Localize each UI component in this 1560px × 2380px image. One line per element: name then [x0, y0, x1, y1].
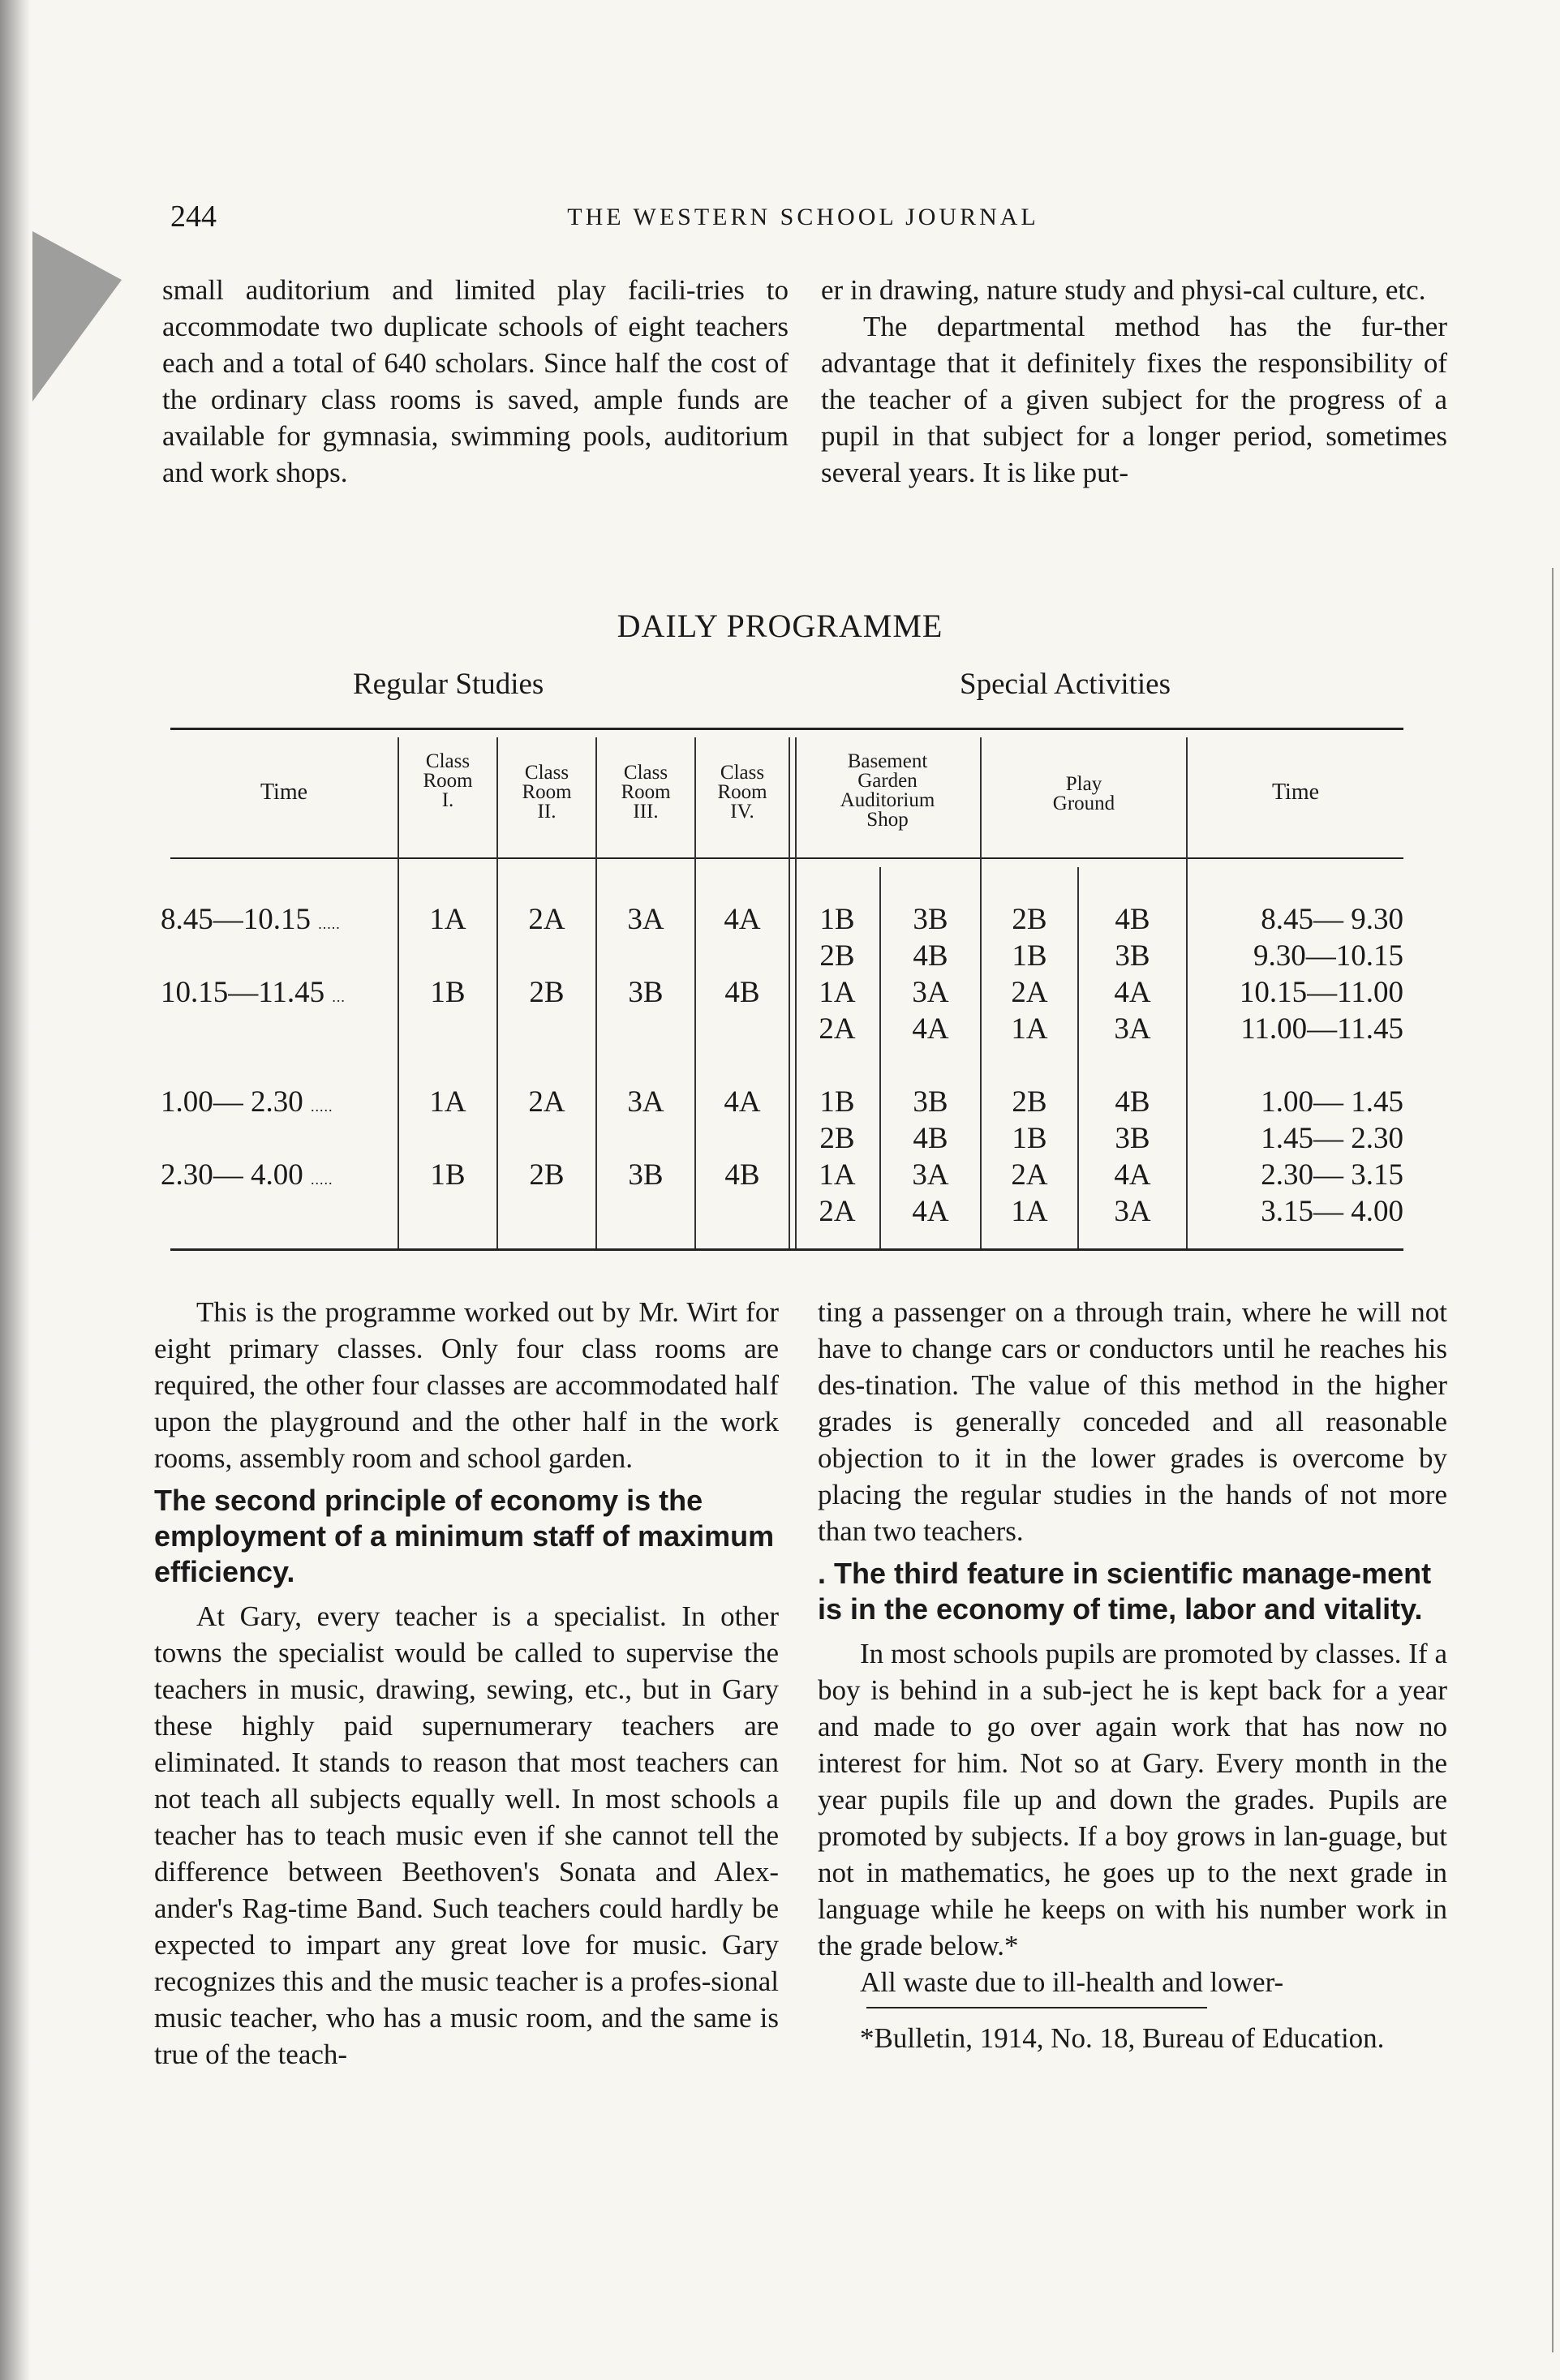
header-line: Class: [623, 762, 668, 784]
class-room-2-cell: 2A: [528, 1085, 565, 1119]
basement-cell: 4A: [912, 1195, 949, 1228]
daily-programme-table: [161, 728, 1403, 1255]
header-line: III.: [633, 801, 659, 823]
header-line: Room: [717, 781, 767, 803]
play-ground-cell: 1B: [1012, 939, 1047, 973]
leader-dots: .....: [318, 916, 341, 932]
paragraph: In most schools pupils are promoted by classes. If a boy is behind in a sub-ject he is kept back for a year and made to go over again work that has now no interest for him. Not so at Gary. Every month in the year pupils file up and down the grades. Pupils are promoted by subjects. If a boy grows in lan-guage, but not in mathematics, he goes up to the next grade in language while he keeps on with his number work in the grade below.*: [818, 1638, 1447, 1961]
header-line: II.: [537, 801, 557, 823]
basement-cell: 3B: [913, 1085, 948, 1119]
top-left-column: [162, 272, 789, 491]
play-ground-cell: 3B: [1115, 1122, 1150, 1155]
play-ground-cell: 4A: [1114, 1158, 1151, 1192]
regular-studies-label: Regular Studies: [353, 668, 544, 701]
header-line: Play: [1065, 773, 1102, 795]
class-room-3-cell: 3A: [627, 1085, 664, 1119]
paragraph: ting a passenger on a through train, where he will not have to change cars or conductors until he reaches his des-tination. The value of this method in the higher grades is generally conceded and all reasonable objection to it in the lower grades is overcome by placing the regular studies in the hands of not more than two teachers.: [818, 1296, 1447, 1547]
bottom-right-column: [818, 1294, 1447, 2056]
basement-cell: 3B: [913, 903, 948, 936]
basement-cell: 2A: [819, 1195, 856, 1228]
header-line: Class: [425, 750, 471, 772]
play-ground-cell: 1A: [1011, 1195, 1048, 1228]
basement-cell: 3A: [912, 1158, 949, 1192]
basement-cell: 2B: [819, 1122, 855, 1155]
class-room-3-cell: 3B: [628, 1158, 664, 1192]
play-ground-cell: 4B: [1115, 1085, 1150, 1119]
class-room-3-cell: 3B: [628, 976, 664, 1009]
basement-cell: 1B: [819, 903, 855, 936]
time-text: 10.15—11.45: [161, 976, 325, 1009]
time-cell: 8.45— 9.30: [1261, 903, 1403, 936]
leader-dots: .....: [311, 1171, 333, 1188]
time-cell: 1.45— 2.30: [1261, 1122, 1403, 1155]
paragraph: At Gary, every teacher is a specialist. In other towns the specialist would be called to supervise the teachers in music, drawing, sewing, etc., but in Gary these highly paid supernumerary teachers are eliminated. It stands to reason that most teachers can not teach all subjects equally well. In most schools a teacher has to teach music even if she cannot tell the difference between Beethoven's Sonata and Alex-ander's Rag-time Band. Such teachers could hardly be expected to impart any great love for music. Gary recognizes this and the music teacher is a profes-sional music teacher, who has a music room, and the same is true of the teach-: [154, 1600, 779, 2070]
header-line: Shop: [866, 809, 909, 831]
class-room-4-cell: 4A: [724, 1085, 761, 1119]
play-ground-cell: 4A: [1114, 976, 1151, 1009]
time-cell: 1.00— 1.45: [1261, 1085, 1403, 1119]
time-cell: [161, 1158, 333, 1197]
play-ground-cell: 2B: [1012, 903, 1047, 936]
play-ground-cell: 3B: [1115, 939, 1150, 973]
basement-cell: 1A: [819, 1158, 856, 1192]
play-ground-cell: 3A: [1114, 1195, 1151, 1228]
header-time-left: Time: [260, 780, 308, 805]
header-line: Room: [522, 781, 572, 803]
play-ground-cell: 2B: [1012, 1085, 1047, 1119]
time-cell: [161, 902, 341, 942]
paragraph: This is the programme worked out by Mr. Wirt for eight primary classes. Only four class rooms are required, the other four classes are accommodated half upon the playground and the other half in the work rooms, assembly room and school garden.: [154, 1296, 779, 1474]
time-cell: 3.15— 4.00: [1261, 1195, 1403, 1228]
page-corner-shadow: [32, 231, 122, 402]
top-right-column: [821, 272, 1447, 491]
basement-cell: 3A: [912, 976, 949, 1009]
class-room-2-cell: 2B: [529, 1158, 565, 1192]
basement-cell: 1A: [819, 976, 856, 1009]
header-line: IV.: [730, 801, 754, 823]
play-ground-cell: 1A: [1011, 1012, 1048, 1046]
bold-principle-heading: The second principle of economy is the employment of a minimum staff of maximum efficiency.: [154, 1484, 775, 1588]
header-line: Class: [524, 762, 569, 784]
basement-cell: 1B: [819, 1085, 855, 1119]
footnote: *Bulletin, 1914, No. 18, Bureau of Education.: [860, 2022, 1385, 2054]
play-ground-cell: 3A: [1114, 1012, 1151, 1046]
class-room-2-cell: 2A: [528, 903, 565, 936]
page-right-edge: [1552, 568, 1554, 2352]
paragraph: The departmental method has the fur-ther advantage that it definitely fixes the responsibility of the teacher of a given subject for the progress of a pupil in that subject for a longer period, sometimes several years. It is like put-: [821, 311, 1447, 488]
time-cell: [161, 975, 346, 1015]
table-rule-bottom: [170, 1248, 1403, 1251]
basement-cell: 4B: [913, 939, 948, 973]
footnote-rule: [866, 2007, 1207, 2008]
header-time-right: Time: [1271, 780, 1320, 805]
header-line: Room: [621, 781, 671, 803]
class-room-1-cell: 1A: [429, 903, 466, 936]
time-text: 1.00— 2.30: [161, 1085, 303, 1119]
header-class-room-2: [498, 763, 595, 822]
play-ground-cell: 2A: [1011, 976, 1048, 1009]
header-line: Ground: [1052, 793, 1115, 814]
basement-cell: 4B: [913, 1122, 948, 1155]
class-room-1-cell: 1B: [430, 1158, 466, 1192]
time-cell: [161, 1085, 333, 1124]
class-room-2-cell: 2B: [529, 976, 565, 1009]
play-ground-cell: 2A: [1011, 1158, 1048, 1192]
time-text: 2.30— 4.00: [161, 1158, 303, 1192]
play-ground-cell: 1B: [1012, 1122, 1047, 1155]
header-basement-garden-auditorium-shop: [795, 752, 980, 830]
play-ground-cell: 4B: [1115, 903, 1150, 936]
table-rule-top: [170, 728, 1403, 730]
leader-dots: ...: [332, 989, 346, 1005]
header-play-ground: [982, 775, 1186, 814]
class-room-3-cell: 3A: [627, 903, 664, 936]
paragraph: er in drawing, nature study and physi-cal culture, etc.: [821, 274, 1426, 306]
class-room-4-cell: 4B: [724, 976, 760, 1009]
table-rule-header: [170, 857, 1403, 859]
header-class-room-4: [696, 763, 789, 822]
basement-cell: 2A: [819, 1012, 856, 1046]
running-title: THE WESTERN SCHOOL JOURNAL: [567, 204, 1039, 230]
basement-cell: 2B: [819, 939, 855, 973]
header-line: Room: [423, 770, 473, 792]
time-cell: 11.00—11.45: [1240, 1012, 1403, 1046]
header-line: Class: [720, 762, 765, 784]
header-line: Auditorium: [840, 789, 935, 811]
programme-title: DAILY PROGRAMME: [617, 608, 943, 644]
header-line: Basement: [847, 750, 928, 772]
header-class-room-3: [597, 763, 694, 822]
class-room-4-cell: 4B: [724, 1158, 760, 1192]
class-room-1-cell: 1A: [429, 1085, 466, 1119]
page-header: [162, 199, 1444, 247]
leader-dots: .....: [311, 1098, 333, 1115]
special-activities-label: Special Activities: [960, 668, 1171, 701]
class-room-4-cell: 4A: [724, 903, 761, 936]
header-class-room-1: [399, 752, 496, 810]
page-number: 244: [170, 200, 217, 234]
class-room-1-cell: 1B: [430, 976, 466, 1009]
bold-principle-heading: . The third feature in scientific manage-ment is in the economy of time, labor and vitality.: [818, 1557, 1432, 1626]
header-line: I.: [441, 789, 454, 811]
time-cell: 10.15—11.00: [1239, 976, 1403, 1009]
paragraph: All waste due to ill-health and lower-: [860, 1966, 1284, 1998]
page-binding-edge: [0, 0, 31, 2380]
bottom-left-column: [154, 1294, 779, 2073]
time-cell: 9.30—10.15: [1253, 939, 1403, 973]
basement-cell: 4A: [912, 1012, 949, 1046]
time-cell: 2.30— 3.15: [1261, 1158, 1403, 1192]
paragraph: small auditorium and limited play facili-tries to accommodate two duplicate schools of eight teachers each and a total of 640 scholars. Since half the cost of the ordinary class rooms is saved, ample funds are available for gymnasia, swimming pools, auditorium and work shops.: [162, 274, 789, 488]
header-line: Garden: [857, 770, 918, 792]
time-text: 8.45—10.15: [161, 903, 311, 936]
